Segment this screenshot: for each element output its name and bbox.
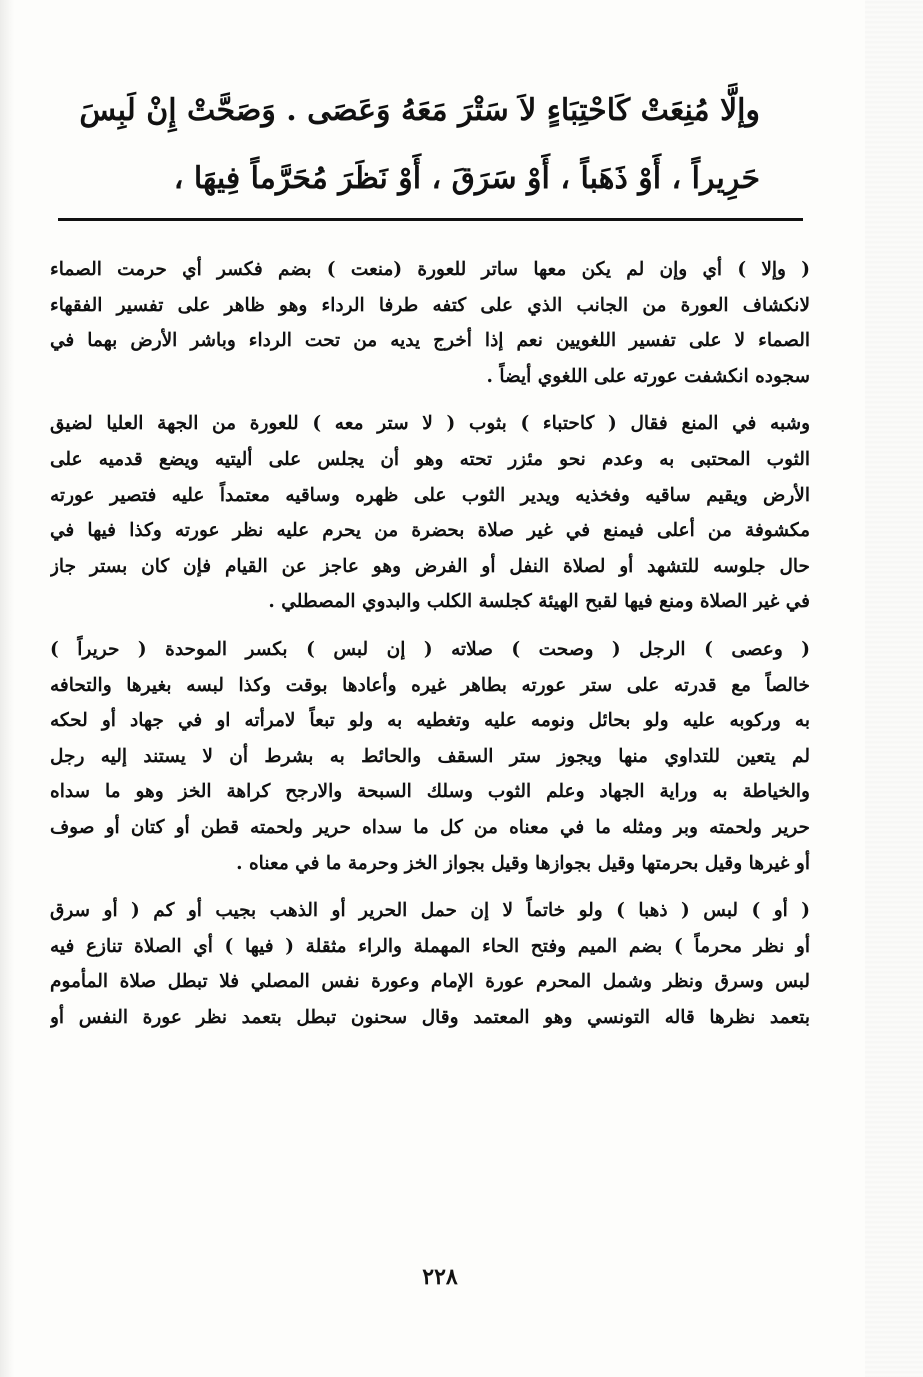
page-edge-texture bbox=[865, 0, 923, 1377]
commentary-paragraph-3 bbox=[50, 632, 810, 881]
text-line: وشبه في المنع فقال ( كاحتباء ) بثوب ( لا ستر معه ) للعورة من الجهة العليا لضيق bbox=[50, 413, 810, 435]
text-line: حال جلوسه للتشهد أو لصلاة النفل أو الفرض وهو عاجز عن القيام فإن كان بستر جاز bbox=[50, 555, 810, 577]
matn-line-1: وإلَّا مُنِعَتْ كَاحْتِبَاءٍ لاَ سَتْرَ مَعَهُ وَعَصَى . وَصَحَّتْ إِنْ لَبِسَ bbox=[79, 93, 760, 128]
commentary-paragraph-2 bbox=[50, 406, 810, 620]
text-line: أو نظر محرماً ) بضم الميم وفتح الحاء المهملة والراء مثقلة ( فيها ) أي الصلاة تنازع فيه bbox=[50, 935, 810, 957]
commentary-paragraph-1 bbox=[50, 252, 810, 394]
text-line: بتعمد نظرها قاله التونسي وهو المعتمد وقال سحنون تبطل بتعمد نظر عورة النفس أو bbox=[50, 1006, 810, 1028]
text-line: مكشوفة من أعلى فيمنع في غير صلاة بحضرة من يحرم عليه نظر عورته وكذا فيها في bbox=[50, 520, 810, 542]
text-line: لم يتعين للتداوي منها ويجوز ستر السقف والحائط به بشرط أن لا يستند إليه رجل bbox=[50, 745, 810, 767]
text-line: به وركوبه عليه ولو بحائل ونومه عليه وتغطيه به ولو تبعاً لامرأته او في جهاد أو لحكه bbox=[50, 710, 810, 732]
text-line: ( وعصى ) الرجل ( وصحت ) صلاته ( إن لبس ) بكسر الموحدة ( حريراً ) bbox=[50, 638, 810, 660]
text-line: ( وإلا ) أي وإن لم يكن معها ساتر للعورة (منعت ) بضم فكسر أي حرمت الصماء bbox=[50, 259, 810, 280]
text-line: لانكشاف العورة من الجانب الذي على كتفه طرفا الرداء وهو ظاهر على تفسير الفقهاء bbox=[50, 294, 810, 316]
text-line: الأرض ويقيم ساقيه وفخذيه ويدير الثوب على ظهره وساقيه معتمداً عليه فتصير عورته bbox=[50, 484, 810, 506]
text-line: لبس وسرق ونظر وشمل المحرم عورة الإمام وعورة نفس المصلي فلا تبطل صلاة المأموم bbox=[50, 971, 810, 993]
matn-line-2: حَرِيراً ، أَوْ ذَهَباً ، أَوْ سَرَقَ ، أَوْ نَظَرَ مُحَرَّماً فِيهَا ، bbox=[173, 161, 760, 196]
text-line: خالصاً مع قدرته على ستر عورته بطاهر غيره وأعادها بوقت وكذا لبسه بغيرها والتحافه bbox=[50, 674, 810, 696]
commentary-paragraph-4 bbox=[50, 893, 810, 1035]
commentary-body bbox=[50, 252, 810, 1047]
text-line: في غير الصلاة ومنع فيها لقبح الهيئة كجلسة الكلب والبدوي المصطلي . bbox=[268, 591, 810, 613]
text-line: أو غيرها وقيل بحرمتها وقيل بجوازها وقيل بجواز الخز وحرمة ما في معناه . bbox=[236, 852, 810, 874]
text-line: حرير ولحمته وبر ومثله ما في معناه من كل ما سداه حرير ولحمته قطن أو كتان أو صوف bbox=[50, 816, 810, 838]
separator-rule bbox=[58, 218, 803, 221]
text-line: الثوب المحتبى به وعدم نحو مئزر تحته وهو أن يجلس على أليتيه ويضع قدميه على bbox=[50, 448, 810, 470]
text-line: سجوده انكشفت عورته على اللغوي أيضاً . bbox=[486, 365, 810, 387]
text-line: الصماء لا على تفسير اللغويين نعم إذا أخرج يديه من تحت الرداء وباشر الأرض بهما في bbox=[50, 330, 810, 352]
text-line: والخياطة به وراية الجهاد وعلم الثوب وسلك السبحة والارجح كراهة الخز وهو ما سداه bbox=[50, 781, 810, 803]
page-number: ٢٢٨ bbox=[422, 1264, 458, 1290]
page-edge-shadow bbox=[0, 0, 14, 1377]
text-line: ( أو ) لبس ( ذهبا ) ولو خاتماً لا إن حمل الحرير أو الذهب بجيب أو كم ( أو سرق bbox=[50, 900, 810, 922]
